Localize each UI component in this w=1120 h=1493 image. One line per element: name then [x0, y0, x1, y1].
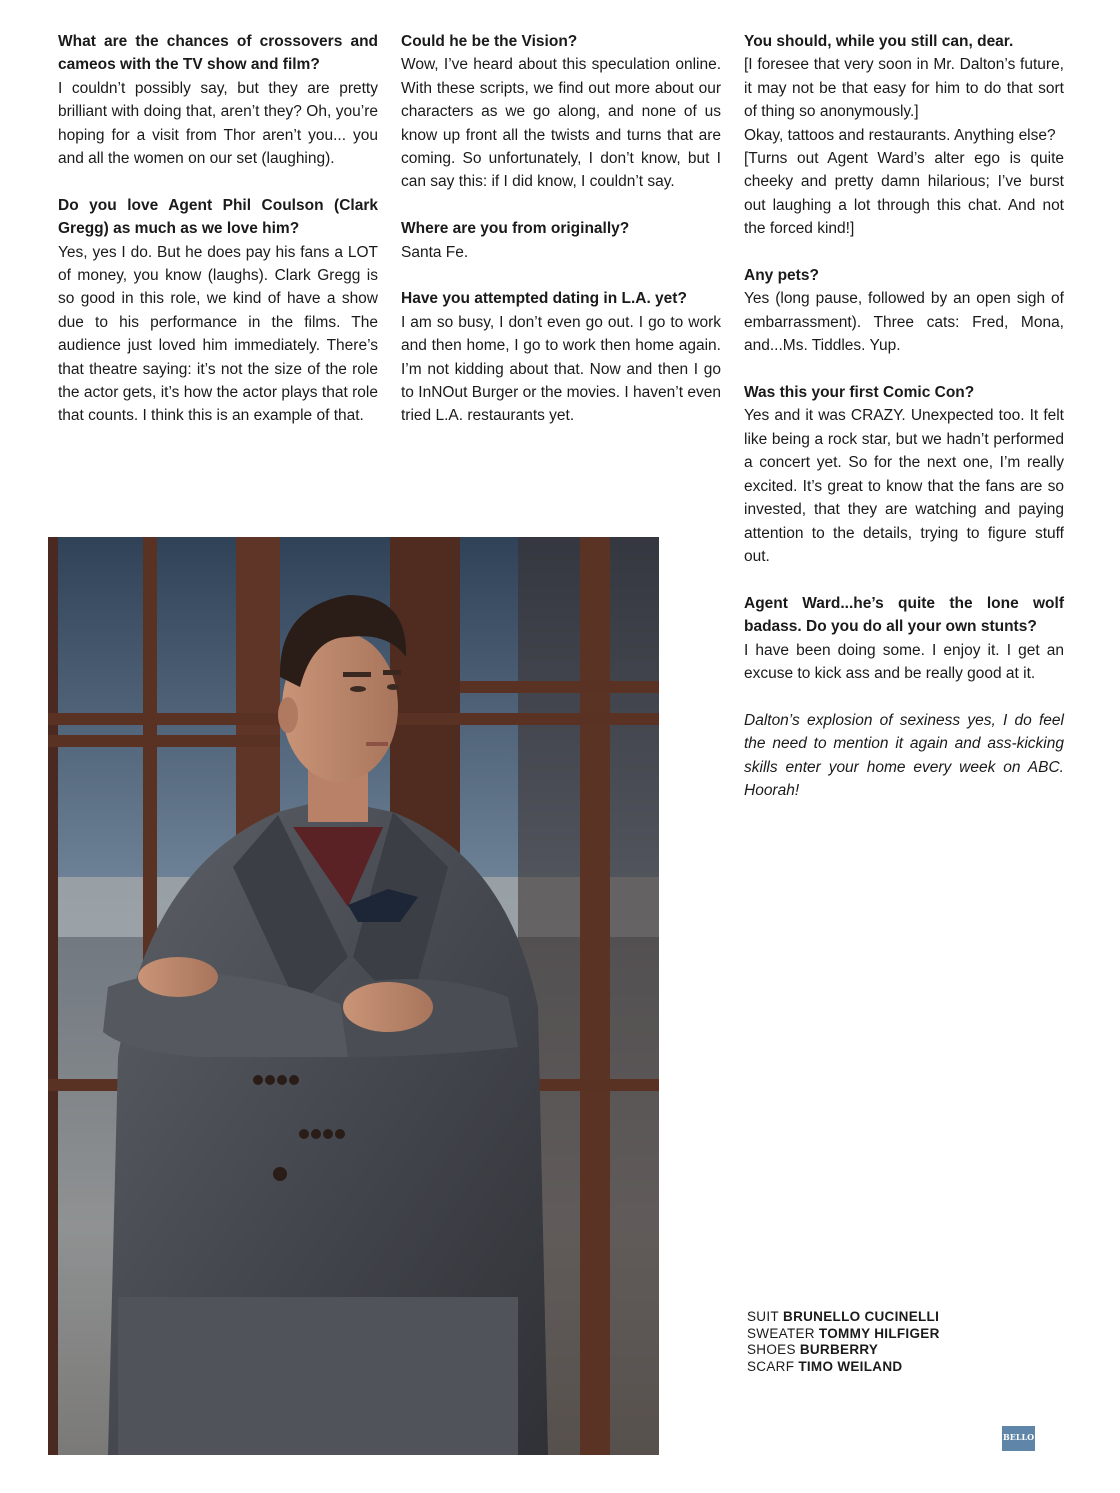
credit-row	[747, 1342, 940, 1359]
credit-label: SWEATER	[747, 1325, 815, 1341]
answer: Yes (long pause, followed by an open sigh of embarrassment). Three cats: Fred, Mona, and...Ms. Tiddles. Yup.	[744, 290, 1064, 355]
bello-logo: BELLO	[1002, 1426, 1035, 1451]
question: Have you attempted dating in L.A. yet?	[401, 290, 687, 308]
answer: I am so busy, I don’t even go out. I go to work and then home, I go to work then home again. I’m not kidding about that. Now and then I go to InNOut Burger or the movies. I haven’t even tried L.A. restaurants yet.	[401, 313, 721, 425]
question: Could he be the Vision?	[401, 33, 578, 50]
credit-label: SHOES	[747, 1342, 796, 1357]
answer: Wow, I’ve heard about this speculation online. With these scripts, we find out more about our characters as we go along, and none of us know up front all the twists and turns that are coming. So unfortunately, I don’t know, but I can say this: if I did know, I couldn’t say.	[401, 56, 721, 191]
article-column-1	[58, 30, 378, 428]
credit-label: SCARF	[747, 1358, 795, 1374]
credit-row	[747, 1326, 940, 1343]
answer: Santa Fe.	[401, 243, 469, 261]
credit-value: BURBERRY	[799, 1342, 879, 1357]
question: Where are you from originally?	[401, 220, 630, 238]
fashion-credits	[747, 1309, 940, 1375]
credit-row	[747, 1309, 940, 1326]
editor-note: [Turns out Agent Ward’s alter ego is quite cheeky and pretty damn hilarious; I’ve burst out laughing a lot through this chat. And not the forced kind!]	[744, 150, 1064, 238]
credit-row	[747, 1359, 940, 1376]
credit-value: BRUNELLO CUCINELLI	[783, 1309, 940, 1324]
question: Any pets?	[744, 267, 819, 285]
article-column-2	[401, 30, 721, 428]
answer: I have been doing some. I enjoy it. I get an excuse to kick ass and be really good at it.	[744, 641, 1064, 682]
question: Agent Ward...he’s quite the lone wolf badass. Do you do all your own stunts?	[744, 594, 1064, 636]
article-column-3	[744, 30, 1064, 802]
answer: I couldn’t possibly say, but they are pretty brilliant with doing that, aren’t they? Oh, you’re hoping for a visit from Thor aren’t you... you and all the women on our set (laughing).	[58, 79, 378, 168]
portrait-photo	[48, 537, 659, 1455]
question: Do you love Agent Phil Coulson (Clark Gregg) as much as we love him?	[58, 196, 378, 238]
credit-label: SUIT	[747, 1309, 779, 1324]
question: What are the chances of crossovers and cameos with the TV show and film?	[58, 33, 378, 74]
closing-note: Dalton’s explosion of sexiness yes, I do feel the need to mention it again and ass-kicking skills enter your home every week on ABC. Hoorah!	[744, 711, 1064, 799]
answer: Okay, tattoos and restaurants. Anything else?	[744, 126, 1056, 144]
credit-value: TIMO WEILAND	[798, 1358, 903, 1374]
credit-value: TOMMY HILFIGER	[818, 1325, 940, 1341]
answer: Yes, yes I do. But he does pay his fans a LOT of money, you know (laughs). Clark Gregg is so good in this role, we kind of have a show due to his performance in the films. The audience just loved him immediately. There’s that theatre saying: it’s not the size of the role the actor gets, it’s how the actor plays that role that counts. I think this is an example of that.	[58, 243, 378, 425]
question: Was this your first Comic Con?	[744, 384, 975, 402]
answer: Yes and it was CRAZY. Unexpected too. It felt like being a rock star, but we hadn’t performed a concert yet. So for the next one, I’m really excited. It’s great to know that the fans are so invested, that they are watching and paying attention to the details, trying to figure stuff out.	[744, 407, 1064, 565]
editor-note: [I foresee that very soon in Mr. Dalton’s future, it may not be that easy for him to do that sort of thing so anonymously.]	[744, 56, 1064, 121]
question: You should, while you still can, dear.	[744, 33, 1014, 50]
